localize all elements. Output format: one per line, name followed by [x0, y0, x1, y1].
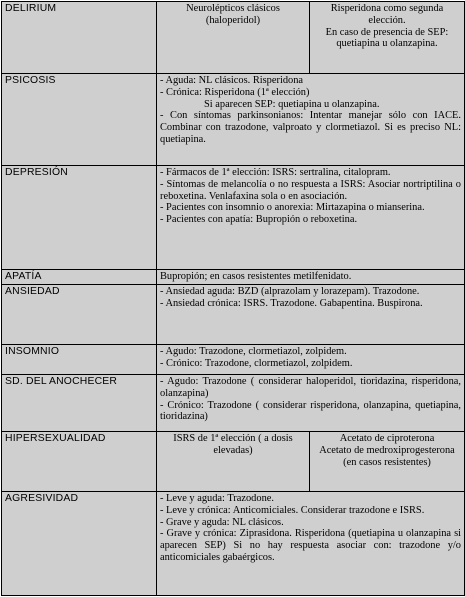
table-row [2, 432, 465, 492]
row-label: APATÍA [2, 270, 157, 285]
text-line: - Con síntomas parkinsonianos: Intentar manejar sólo con IACE. Combinar con trazodone, valproato y clormetiazol. Si es preciso NL: quetiapina. [160, 110, 461, 145]
text-line: - Agudo: Trazodone ( considerar haloperidol, tioridazina, risperidona, olanzapina) [160, 376, 461, 399]
row-content [157, 74, 465, 166]
text-line: - Fármacos de 1ª elección: ISRS: sertralina, citalopram. [160, 167, 391, 178]
text-line: - Pacientes con insomnio o anorexia: Mirtazapina o mianserina. [160, 202, 425, 214]
row-label: DEPRESIÓN [2, 166, 157, 270]
text-line: Acetato de ciproterona [339, 433, 435, 444]
row-content [157, 166, 465, 270]
row-label: PSICOSIS [2, 74, 157, 166]
text-line: - Crónica: Risperidona (1ª elección) [160, 86, 310, 98]
text-line: - Síntomas de melancolía o no respuesta a ISRS: Asociar nortriptilina o reboxetina. Venlafaxina sola o en asociación. [160, 178, 461, 202]
text-line: - Aguda: NL clásicos. Risperidona [160, 75, 304, 86]
row-content [157, 345, 465, 375]
row-label: DELIRIUM [2, 2, 157, 74]
treatment-table [1, 1, 465, 596]
text-line: - Pacientes con apatía: Bupropión o reboxetina. [160, 214, 358, 226]
row-content-col1: ISRS de 1ª elección ( a dosis elevadas) [157, 432, 310, 492]
row-content [157, 375, 465, 432]
text-line: - Leve y aguda: Trazodone. [160, 493, 274, 504]
table-row [2, 2, 465, 74]
table-row [2, 270, 465, 285]
text-line: Bupropión; en casos resistentes metilfenidato. [160, 271, 352, 282]
table-row [2, 74, 465, 166]
text-line: - Crónico: Trazodone, clormetiazol, zolpidem. [160, 357, 353, 369]
table-row [2, 345, 465, 375]
text-line: - Grave y aguda: NL clásicos. [160, 516, 284, 528]
row-content-col2 [310, 432, 465, 492]
row-label: HIPERSEXUALIDAD [2, 432, 157, 492]
header-col1: Neurolépticos clásicos (haloperidol) [157, 2, 310, 74]
text-line: En caso de presencia de SEP: quetiapina u olanzapina. [325, 26, 449, 50]
row-label: AGRESIVIDAD [2, 492, 157, 596]
text-line: Risperidona como segunda elección. [330, 3, 444, 26]
table-row [2, 375, 465, 432]
row-content [157, 285, 465, 345]
text-line: - Ansiedad aguda: BZD (alprazolam y lorazepam). Trazodone. [160, 286, 420, 297]
text-line: - Leve y crónica: Anticomiciales. Considerar trazodone e ISRS. [160, 504, 425, 516]
row-label: ANSIEDAD [2, 285, 157, 345]
text-line: Acetato de medroxiprogesterona (en casos resistentes) [319, 444, 455, 468]
row-content [157, 492, 465, 596]
header-col2 [310, 2, 465, 74]
table-row [2, 492, 465, 596]
row-content [157, 270, 465, 285]
text-line: Si aparecen SEP: quetiapina u olanzapina. [204, 98, 380, 110]
text-line: - Crónico: Trazodone ( considerar risperidona, olanzapina, quetiapina, tioridazina) [160, 399, 461, 423]
text-line: - Grave y crónica: Ziprasidona. Risperidona (quetiapina u olanzapina si aparecen SEP) Si no hay respuesta asociar con: trazodone y/o anticomiciales gabaérgicos. [160, 528, 461, 563]
row-label: INSOMNIO [2, 345, 157, 375]
table-row [2, 166, 465, 270]
table-row [2, 285, 465, 345]
text-line: - Ansiedad crónica: ISRS. Trazodone. Gabapentina. Buspirona. [160, 297, 423, 309]
row-label: SD. DEL ANOCHECER [2, 375, 157, 432]
text-line: - Agudo: Trazodone, clormetiazol, zolpidem. [160, 346, 347, 357]
